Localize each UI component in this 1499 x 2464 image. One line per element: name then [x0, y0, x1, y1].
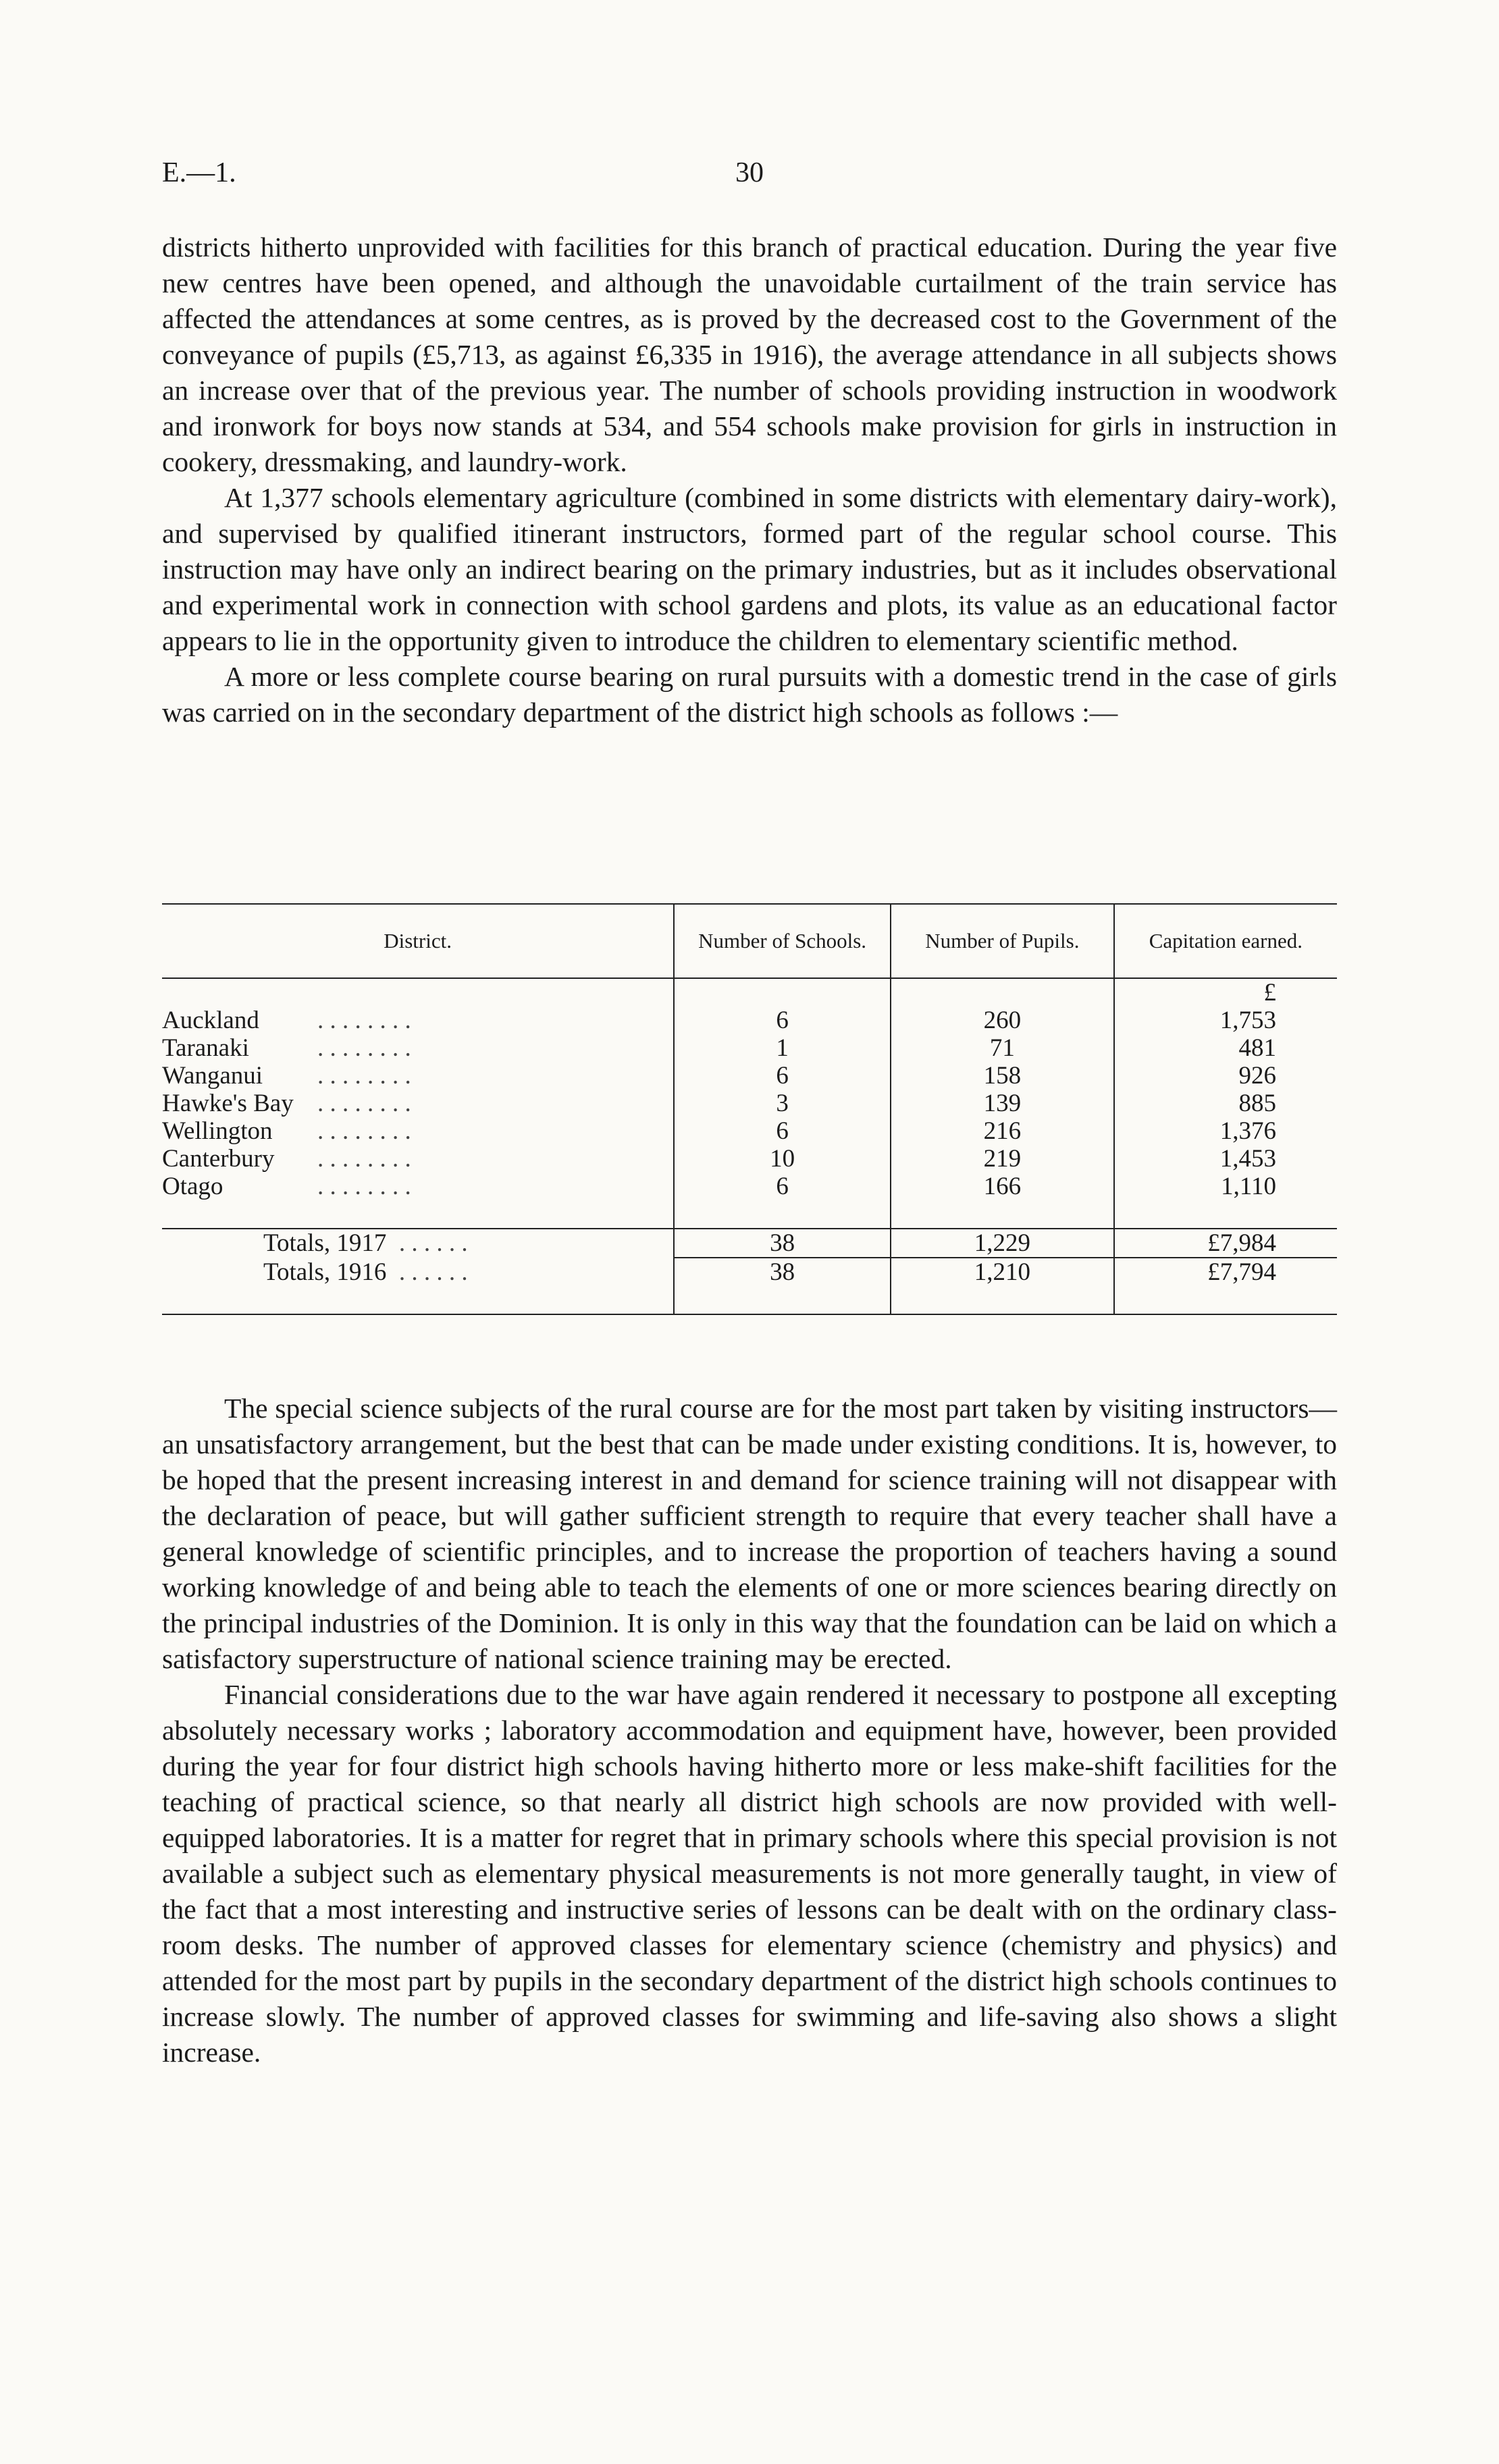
- leader-dots: . . . . . . . .: [317, 1090, 411, 1117]
- district-name: Canterbury: [162, 1145, 275, 1173]
- paragraph-science-subjects: The special science subjects of the rural course are for the most part taken by visiting instructors—an unsatisfactory arrangement, but the best that can be made under existing conditions. It is, however, to be hoped that the present increasing interest in and demand for science training will not disappear with the declaration of peace, but will gather sufficient strength to require that every teacher shall have a general knowledge of scientific principles, and to increase the proportion of teachers having a sound working knowledge of and being able to teach the elements of one or more sciences bearing directly on the principal industries of the Dominion. It is only in this way that the foundation can be laid on which a satisfactory superstructure of national science training may be erected.: [162, 1393, 1337, 1674]
- capitation-cell: 926: [1114, 1062, 1337, 1090]
- pupils-cell: 158: [891, 1062, 1114, 1090]
- schools-cell: 6: [674, 1117, 891, 1145]
- schools-cell: 10: [674, 1145, 891, 1173]
- header-schools: Number of Schools.: [674, 904, 891, 978]
- table-row: [162, 1007, 1337, 1034]
- pupils-cell: 260: [891, 1007, 1114, 1034]
- paragraph-agriculture: At 1,377 schools elementary agriculture (combined in some districts with elementary dairy-work), and supervised by qualified itinerant instructors, formed part of the regular school course. This instruction may have only an indirect bearing on the primary industries, but as it includes observational and experimental work in connection with school gardens and plots, its value as an educational factor appears to lie in the opportunity given to introduce the children to elementary scientific method.: [162, 482, 1337, 656]
- totals-1917-capitation: £7,984: [1114, 1229, 1337, 1258]
- table-row: [162, 1090, 1337, 1117]
- document-code: E.—1.: [162, 157, 236, 188]
- totals-1917-schools: 38: [674, 1229, 891, 1258]
- district-name: Hawke's Bay: [162, 1090, 294, 1117]
- schools-cell: 6: [674, 1173, 891, 1200]
- leader-dots: . . . . . . . .: [317, 1117, 411, 1145]
- currency-row: [162, 978, 1337, 1007]
- pupils-cell: 219: [891, 1145, 1114, 1173]
- table-row: [162, 1062, 1337, 1090]
- table-row: [162, 1034, 1337, 1062]
- top-text-block: [162, 230, 1337, 730]
- capitation-cell: 1,376: [1114, 1117, 1337, 1145]
- leader-dots: . . . . . . . .: [317, 1145, 411, 1173]
- totals-1916-pupils: 1,210: [891, 1258, 1114, 1286]
- currency-symbol: £: [1114, 978, 1337, 1007]
- leader-dots: . . . . . . . .: [317, 1007, 411, 1034]
- district-name: Taranaki: [162, 1034, 249, 1062]
- district-name: Auckland: [162, 1007, 259, 1034]
- totals-1916-capitation: £7,794: [1114, 1258, 1337, 1286]
- leader-dots: . . . . . .: [398, 1258, 468, 1286]
- capitation-cell: 1,753: [1114, 1007, 1337, 1034]
- paragraph-continuation: districts hitherto unprovided with facilities for this branch of practical education. During the year five new centres have been opened, and although the unavoidable curtailment of the train service has affected the attendances at some centres, as is proved by the decreased cost to the Government of the conveyance of pupils (£5,713, as against £6,335 in 1916), the average attendance in all subjects shows an increase over that of the previous year. The number of schools providing instruction in woodwork and ironwork for boys now stands at 534, and 554 schools make provision for girls in instruction in cookery, dressmaking, and laundry-work.: [162, 232, 1337, 477]
- schools-cell: 3: [674, 1090, 891, 1117]
- pupils-cell: 139: [891, 1090, 1114, 1117]
- rural-course-table: [162, 903, 1337, 1343]
- totals-1917-pupils: 1,229: [891, 1229, 1114, 1258]
- table-bottom-rule: [162, 1314, 1337, 1343]
- header-capitation: Capitation earned.: [1114, 904, 1337, 978]
- capitation-cell: 1,110: [1114, 1173, 1337, 1200]
- leader-dots: . . . . . . . .: [317, 1034, 411, 1062]
- header-pupils: Number of Pupils.: [891, 904, 1114, 978]
- page-header: [162, 157, 1337, 197]
- table-header-row: [162, 904, 1337, 978]
- schools-cell: 6: [674, 1007, 891, 1034]
- leader-dots: . . . . . . . .: [317, 1173, 411, 1200]
- table-row: [162, 1173, 1337, 1200]
- schools-cell: 6: [674, 1062, 891, 1090]
- capitation-cell: 885: [1114, 1090, 1337, 1117]
- pupils-cell: 71: [891, 1034, 1114, 1062]
- header-district: District.: [162, 904, 674, 978]
- district-name: Wanganui: [162, 1062, 263, 1090]
- capitation-cell: 481: [1114, 1034, 1337, 1062]
- district-name: Wellington: [162, 1117, 273, 1145]
- leader-dots: . . . . . .: [398, 1229, 468, 1257]
- totals-1916-row: [162, 1258, 1337, 1286]
- pupils-cell: 166: [891, 1173, 1114, 1200]
- table-row: [162, 1145, 1337, 1173]
- capitation-cell: 1,453: [1114, 1145, 1337, 1173]
- bottom-text-block: [162, 1391, 1337, 2070]
- totals-1916-schools: 38: [674, 1258, 891, 1286]
- pupils-cell: 216: [891, 1117, 1114, 1145]
- table-row: [162, 1117, 1337, 1145]
- totals-1917-row: [162, 1229, 1337, 1258]
- schools-cell: 1: [674, 1034, 891, 1062]
- paragraph-financial-considerations: Financial considerations due to the war have again rendered it necessary to postpone all excepting absolutely necessary works ; laboratory accommodation and equipment have, however, been provided during the year for four district high schools having hitherto more or less make-shift facilities for the teaching of practical science, so that nearly all district high schools are now provided with well-equipped laboratories. It is a matter for regret that in primary schools where this special provision is not available a subject such as elementary physical measurements is not more generally taught, in view of the fact that a most interesting and instructive series of lessons can be dealt with on the ordinary class-room desks. The number of approved classes for elementary science (chemistry and physics) and attended for the most part by pupils in the secondary department of the district high schools continues to increase slowly. The number of approved classes for swimming and life-saving also shows a slight increase.: [162, 1679, 1337, 2068]
- totals-1916-label: Totals, 1916: [263, 1258, 387, 1286]
- totals-1917-label: Totals, 1917: [263, 1229, 387, 1257]
- paragraph-rural-course-intro: A more or less complete course bearing on rural pursuits with a domestic trend in the case of girls was carried on in the secondary department of the district high schools as follows :—: [162, 661, 1337, 728]
- leader-dots: . . . . . . . .: [317, 1062, 411, 1090]
- page-number: 30: [735, 157, 764, 188]
- district-name: Otago: [162, 1173, 223, 1200]
